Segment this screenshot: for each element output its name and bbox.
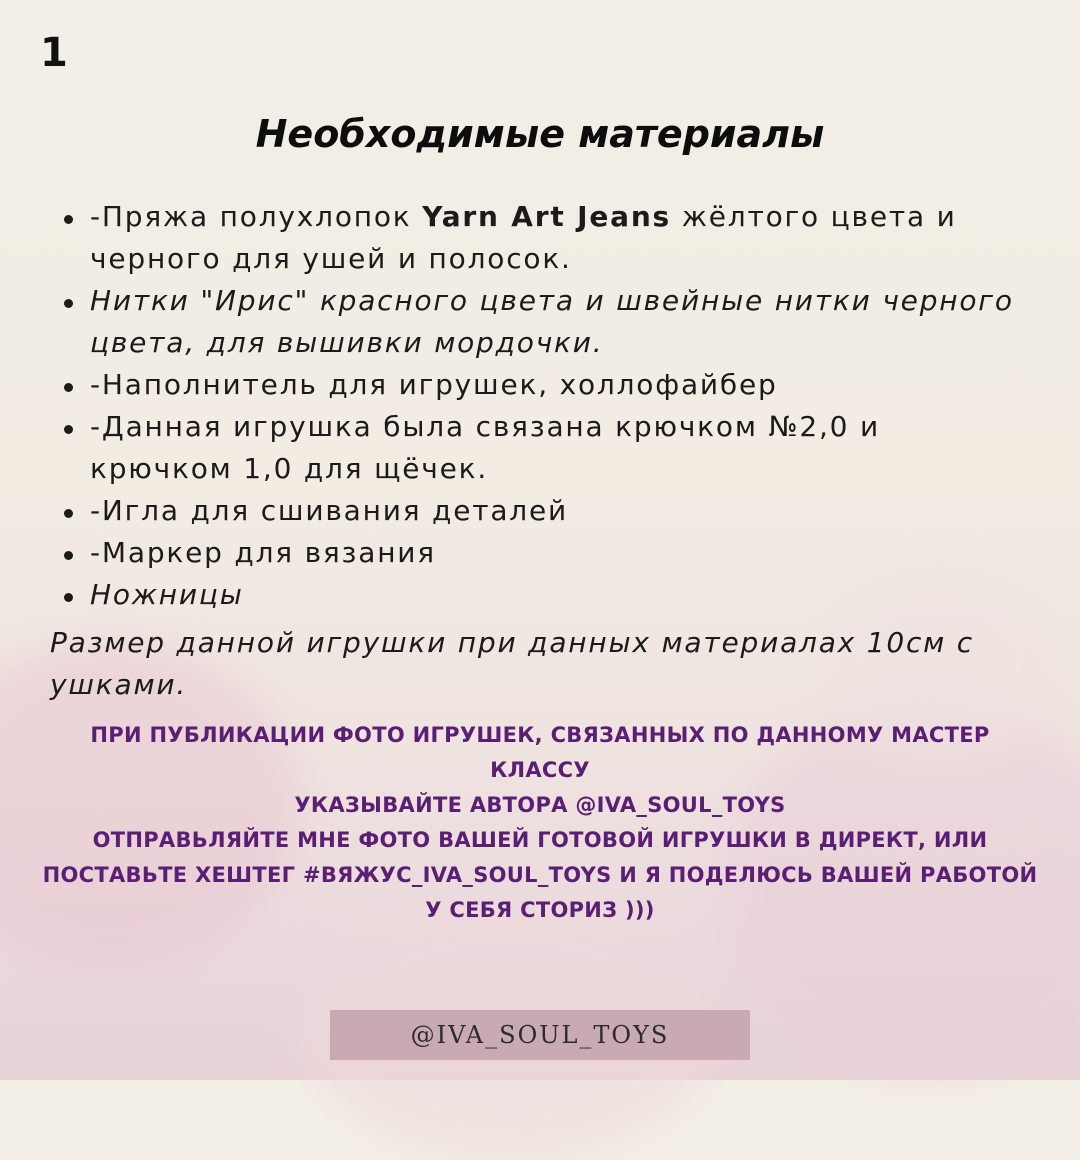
- notice-line: ПРИ ПУБЛИКАЦИИ ФОТО ИГРУШЕК, СВЯЗАННЫХ ПО ДАННОМУ МАСТЕР КЛАССУ: [90, 723, 990, 782]
- list-item: Нитки "Ирис" красного цвета и швейные нитки черного цвета, для вышивки мордочки.: [62, 280, 1022, 364]
- notice-line: УКАЗЫВАЙТЕ АВТОРА @IVA_SOUL_TOYS: [294, 793, 786, 817]
- materials-list: [62, 196, 1022, 616]
- publication-notice: [40, 718, 1040, 928]
- item-text: жёлтого цвета и черного для ушей и полосок.: [90, 200, 957, 275]
- item-text: -Пряжа полухлопок: [90, 200, 423, 233]
- author-signature: @IVA_SOUL_TOYS: [330, 1010, 750, 1060]
- notice-line: У СЕБЯ СТОРИЗ ))): [425, 898, 655, 922]
- notice-line: ОТПРАВЬЛЯЙТЕ МНЕ ФОТО ВАШЕЙ ГОТОВОЙ ИГРУШКИ В ДИРЕКТ, ИЛИ: [92, 828, 988, 852]
- yarn-brand: Yarn Art Jeans: [422, 200, 672, 233]
- page-number: 1: [40, 30, 68, 76]
- size-note: Размер данной игрушки при данных материалах 10см с ушками.: [50, 626, 974, 701]
- notice-line: ПОСТАВЬТЕ ХЕШТЕГ #ВЯЖУС_IVA_SOUL_TOYS И Я ПОДЕЛЮСЬ ВАШЕЙ РАБОТОЙ: [42, 863, 1038, 887]
- list-item: -Данная игрушка была связана крючком №2,0 и крючком 1,0 для щёчек.: [62, 406, 1022, 490]
- page-title: Необходимые материалы: [255, 112, 825, 156]
- list-item: -Игла для сшивания деталей: [62, 490, 1022, 532]
- list-item: -Маркер для вязания: [62, 532, 1022, 574]
- list-item: -Наполнитель для игрушек, холлофайбер: [62, 364, 1022, 406]
- list-item: Ножницы: [62, 574, 1022, 616]
- list-item: [62, 196, 1022, 280]
